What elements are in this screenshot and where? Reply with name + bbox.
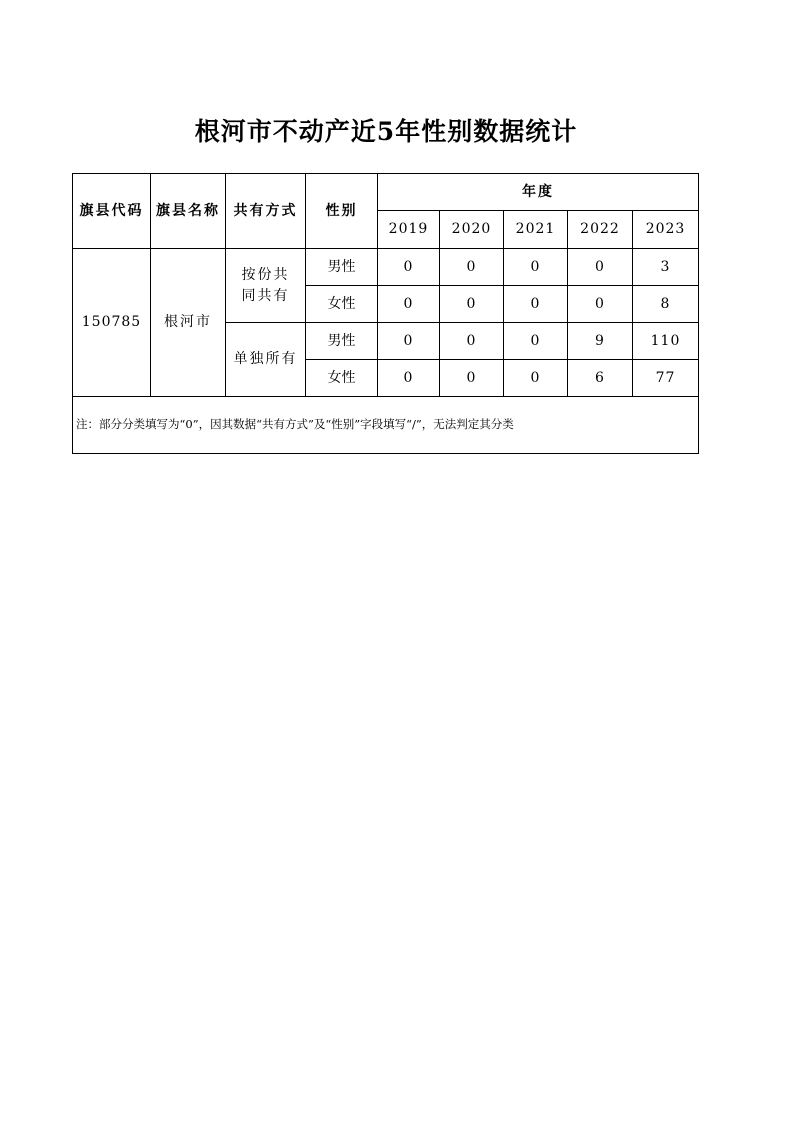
value-cell: 0 [504, 360, 568, 397]
year-2022: 2022 [568, 211, 633, 249]
region-name: 根河市 [151, 249, 226, 397]
value-cell: 0 [378, 286, 440, 323]
year-2023: 2023 [633, 211, 699, 249]
value-cell: 0 [440, 249, 504, 286]
header-name: 旗县名称 [151, 174, 226, 249]
gender-cell: 女性 [306, 286, 378, 323]
header-ownership: 共有方式 [226, 174, 306, 249]
value-cell: 110 [633, 323, 699, 360]
table-note: 注：部分分类填写为“0”，因其数据“共有方式”及“性别”字段填写“/”，无法判定其分类 [73, 397, 699, 454]
value-cell: 0 [440, 323, 504, 360]
region-code: 150785 [73, 249, 151, 397]
ownership-cell [226, 249, 306, 323]
ownership-cell: 单独所有 [226, 323, 306, 397]
statistics-table [72, 173, 699, 454]
value-cell: 0 [504, 249, 568, 286]
year-2020: 2020 [440, 211, 504, 249]
page-title: 根河市不动产近5年性别数据统计 [194, 117, 578, 146]
header-code: 旗县代码 [73, 174, 151, 249]
value-cell: 9 [568, 323, 633, 360]
value-cell: 0 [568, 249, 633, 286]
value-cell: 0 [568, 286, 633, 323]
value-cell: 0 [378, 249, 440, 286]
value-cell: 0 [440, 286, 504, 323]
year-2019: 2019 [378, 211, 440, 249]
value-cell: 0 [378, 360, 440, 397]
table-row [73, 249, 699, 286]
value-cell: 0 [504, 286, 568, 323]
value-cell: 8 [633, 286, 699, 323]
value-cell: 0 [378, 323, 440, 360]
year-2021: 2021 [504, 211, 568, 249]
value-cell: 0 [440, 360, 504, 397]
value-cell: 77 [633, 360, 699, 397]
gender-cell: 女性 [306, 360, 378, 397]
value-cell: 0 [504, 323, 568, 360]
ownership-label: 按份共同共有 [241, 266, 290, 304]
header-gender: 性别 [306, 174, 378, 249]
gender-cell: 男性 [306, 323, 378, 360]
header-year: 年度 [378, 174, 699, 211]
value-cell: 3 [633, 249, 699, 286]
gender-cell: 男性 [306, 249, 378, 286]
value-cell: 6 [568, 360, 633, 397]
